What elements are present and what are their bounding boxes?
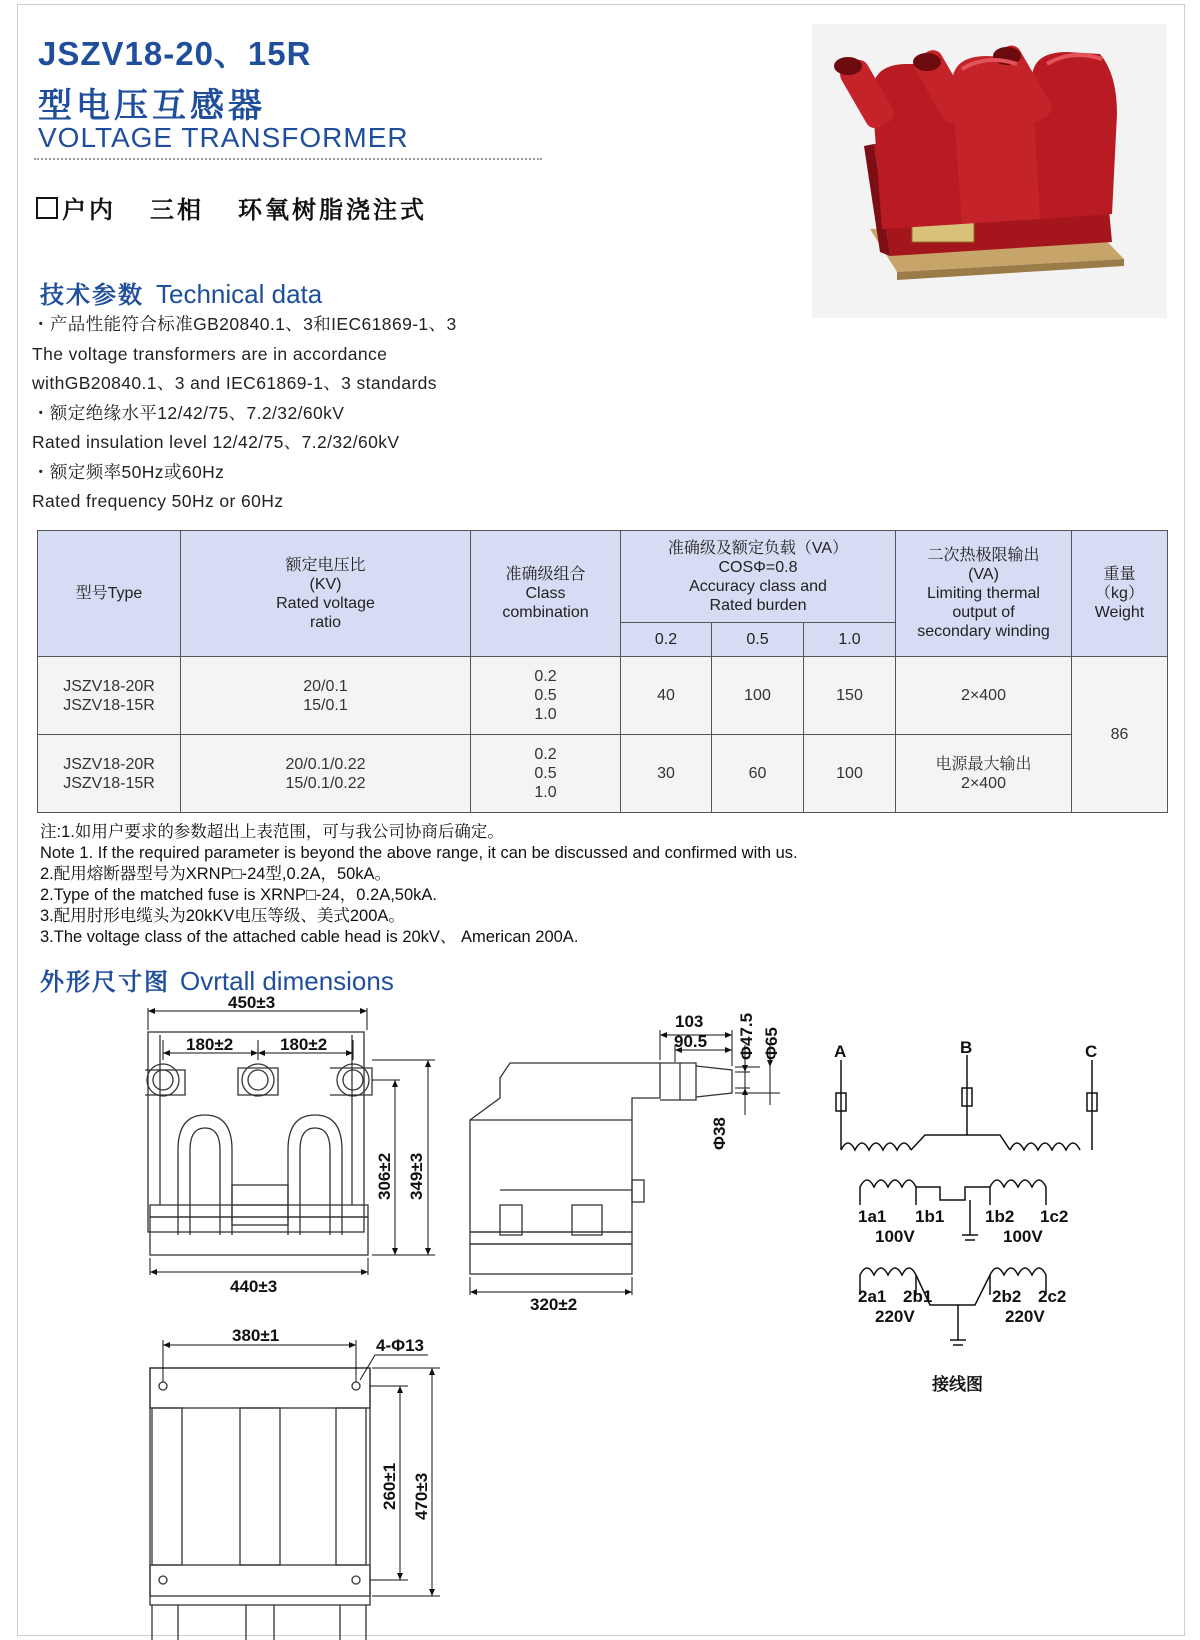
dim-top-span: 380±1: [232, 1326, 280, 1345]
header-limit: 二次热极限输出 (VA) Limiting thermal output of secondary winding: [896, 531, 1072, 657]
cell-limit: 电源最大输出 2×400: [896, 735, 1072, 813]
cell-ratio: 20/0.1/0.22 15/0.1/0.22: [181, 735, 471, 813]
cell-weight: 86: [1072, 657, 1168, 813]
terminal-2c2: 2c2: [1038, 1287, 1067, 1306]
note-line: 3.The voltage class of the attached cable head is 20kV、 American 200A.: [40, 928, 579, 946]
terminal-1c2: 1c2: [1040, 1207, 1069, 1226]
cell-burden-05: 60: [712, 735, 804, 813]
cell-burden-02: 30: [621, 735, 712, 813]
dim-side-d2: Φ65: [762, 1027, 781, 1060]
voltage-220-left: 220V: [875, 1307, 915, 1326]
dim-side-d1: Φ47.5: [737, 1012, 756, 1060]
cn-title: 型电压互感器: [38, 87, 266, 125]
cell-ratio: 20/0.1 15/0.1: [181, 657, 471, 735]
dim-top-h2: 470±3: [412, 1472, 431, 1520]
voltage-220-right: 220V: [1005, 1307, 1045, 1326]
dim-side-depth: 320±2: [530, 1295, 578, 1314]
dim-side-d3: Φ38: [710, 1117, 729, 1150]
dim-front-h1: 306±2: [375, 1152, 394, 1200]
note-line: 2.Type of the matched fuse is XRNP□-24，0.2A,50kA.: [40, 886, 437, 904]
feature-three-phase: 三相: [150, 197, 204, 224]
feature-indoor: 户内: [62, 197, 116, 224]
spec-line: ・产品性能符合标准GB20840.1、3和IEC61869-1、3: [32, 314, 457, 334]
terminal-1b2: 1b2: [985, 1207, 1015, 1226]
phase-b-label: B: [960, 1038, 973, 1057]
spec-line: ・额定绝缘水平12/42/75、7.2/32/60kV: [32, 402, 345, 423]
spec-line: withGB20840.1、3 and IEC61869-1、3 standards: [32, 373, 437, 393]
header-type: 型号Type: [38, 531, 181, 657]
front-view-drawing: [145, 1032, 372, 1255]
dimensions-heading-cn: 外形尺寸图: [40, 969, 170, 996]
en-title: VOLTAGE TRANSFORMER: [38, 122, 409, 153]
feature-epoxy-cast: 环氧树脂浇注式: [238, 197, 427, 224]
cell-burden-02: 40: [621, 657, 712, 735]
cell-type: JSZV18-20R JSZV18-15R: [38, 735, 181, 813]
note-line: Note 1. If the required parameter is beyond the above range, it can be discussed and confirmed with us.: [40, 844, 798, 862]
voltage-100-left: 100V: [875, 1227, 915, 1246]
header-burden-02: 0.2: [621, 623, 712, 657]
header-weight: 重量 （kg） Weight: [1072, 531, 1168, 657]
dim-front-pitch-right: 180±2: [280, 1035, 328, 1054]
dim-top-holes: 4-Φ13: [376, 1336, 424, 1355]
note-line: 2.配用熔断器型号为XRNP□-24型,0.2A，50kA。: [40, 865, 392, 883]
side-view-drawing: [470, 1063, 732, 1274]
dimensions-heading-en: Ovrtall dimensions: [180, 966, 394, 996]
cell-burden-05: 100: [712, 657, 804, 735]
model-title: JSZV18-20、15R: [38, 35, 312, 72]
dim-side-l2: 90.5: [674, 1032, 708, 1051]
header-ratio: 额定电压比 (KV) Rated voltage ratio: [181, 531, 471, 657]
cell-burden-10: 150: [804, 657, 896, 735]
top-view-drawing: [150, 1368, 370, 1640]
header-burden-05: 0.5: [712, 623, 804, 657]
note-line: 注:1.如用户要求的参数超出上表范围，可与我公司协商后确定。: [40, 823, 504, 841]
spec-line: The voltage transformers are in accordance: [32, 343, 388, 364]
phase-a-label: A: [834, 1042, 847, 1061]
spec-line: Rated insulation level 12/42/75、7.2/32/60kV: [32, 432, 400, 452]
phase-c-label: C: [1085, 1042, 1098, 1061]
terminal-2a1: 2a1: [858, 1287, 887, 1306]
wiring-caption: 接线图: [932, 1375, 983, 1394]
header-burden: 准确级及额定负载（VA） COSΦ=0.8 Accuracy class and Rated burden: [621, 531, 896, 623]
terminal-2b1: 2b1: [903, 1287, 933, 1306]
note-line: 3.配用肘形电缆头为20kKV电压等级、美式200A。: [40, 907, 405, 925]
spec-line: ・额定频率50Hz或60Hz: [32, 461, 225, 482]
terminal-1a1: 1a1: [858, 1207, 887, 1226]
voltage-100-right: 100V: [1003, 1227, 1043, 1246]
cell-type: JSZV18-20R JSZV18-15R: [38, 657, 181, 735]
spec-line: Rated frequency 50Hz or 60Hz: [32, 491, 284, 511]
terminal-2b2: 2b2: [992, 1287, 1022, 1306]
technical-heading-cn: 技术参数: [40, 282, 144, 309]
dim-top-h1: 260±1: [380, 1462, 399, 1510]
technical-heading-en: Technical data: [156, 279, 323, 309]
header-burden-10: 1.0: [804, 623, 896, 657]
header-class: 准确级组合 Class combination: [471, 531, 621, 657]
dim-side-l1: 103: [675, 1012, 704, 1031]
dim-front-base: 440±3: [230, 1277, 278, 1296]
dim-front-h2: 349±3: [407, 1152, 426, 1200]
cell-class: 0.2 0.5 1.0: [471, 735, 621, 813]
cell-limit: 2×400: [896, 657, 1072, 735]
cell-burden-10: 100: [804, 735, 896, 813]
terminal-1b1: 1b1: [915, 1207, 945, 1226]
dim-front-pitch-left: 180±2: [186, 1035, 234, 1054]
dim-front-overall: 450±3: [228, 993, 276, 1012]
cell-class: 0.2 0.5 1.0: [471, 657, 621, 735]
